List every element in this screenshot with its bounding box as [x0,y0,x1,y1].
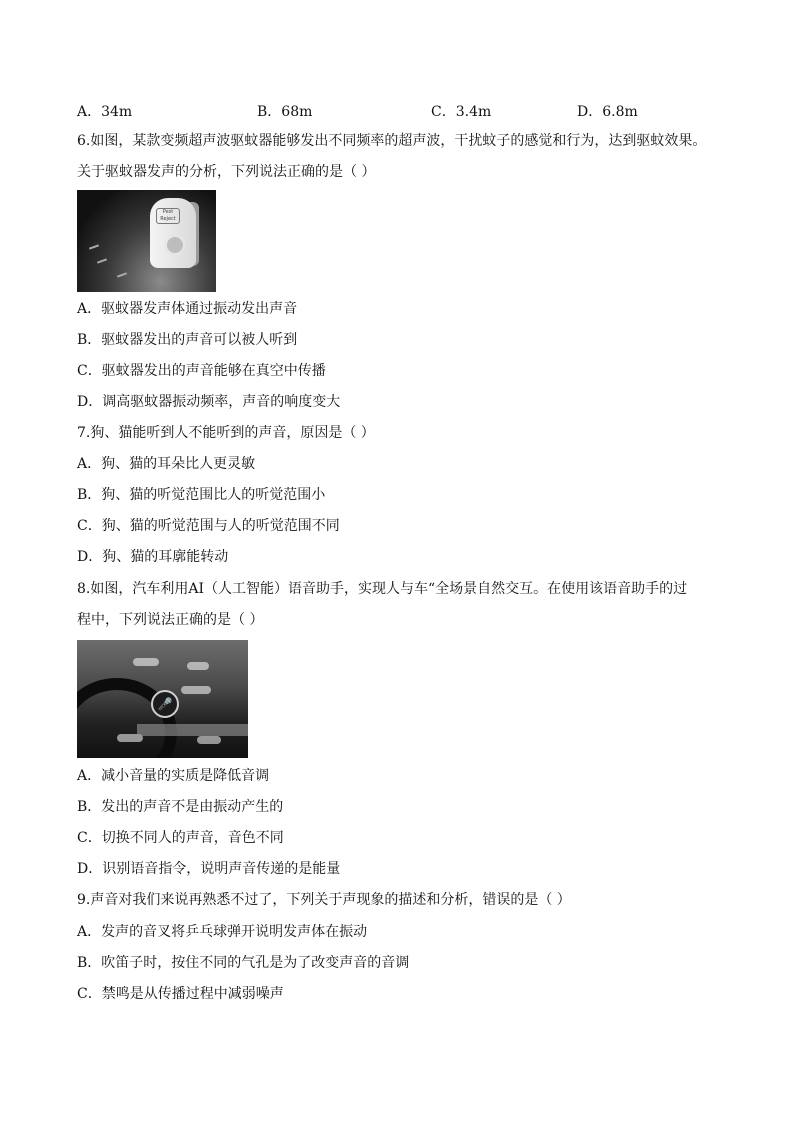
q6-option-d: D．调高驱蚊器振动频率，声音的响度变大 [77,394,341,410]
q8-option-d: D．识别语音指令，说明声音传递的是能量 [77,861,341,877]
ui-bubble [197,736,221,744]
mosquito-repeller-image [77,190,216,292]
q8-option-a: A．减小音量的实质是降低音调 [77,768,270,784]
q5-option-d: D．6.8m [577,104,638,120]
q7-option-c: C．狗、猫的听觉范围与人的听觉范围不同 [77,518,340,534]
q8-stem-line1: 8.如图，汽车利用AI（人工智能）语音助手，实现人与车“全场景自然交互。在使用该语音助手的过 [77,581,688,597]
ui-bubble [181,686,211,694]
q5-option-c: C．3.4m [431,104,492,120]
q7-option-d: D．狗、猫的耳廓能转动 [77,549,229,565]
q6-stem-line2: 关于驱蚊器发声的分析，下列说法正确的是（ ） [77,164,376,180]
q6-option-c: C．驱蚊器发出的声音能够在真空中传播 [77,363,326,379]
repeller-button [165,235,185,255]
q7-option-a: A．狗、猫的耳朵比人更灵敏 [77,456,256,472]
q9-option-a: A．发声的音叉将乒乓球弹开说明发声体在振动 [77,924,368,940]
q6-option-a: A．驱蚊器发声体通过振动发出声音 [77,301,298,317]
q6-stem-line1: 6.如图，某款变频超声波驱蚊器能够发出不同频率的超声波，干扰蚊子的感觉和行为，达到驱蚊效果。 [77,133,707,149]
microphone-icon: 🎤 [151,690,179,718]
ui-bubble [187,662,209,670]
q8-stem-line2: 程中，下列说法正确的是（ ） [77,612,264,628]
q8-option-c: C．切换不同人的声音，音色不同 [77,830,284,846]
q8-option-b: B．发出的声音不是由振动产生的 [77,799,284,815]
dashboard [137,724,248,736]
repeller-logo: Pest Reject [156,208,180,224]
q9-stem: 9.声音对我们来说再熟悉不过了，下列关于声现象的描述和分析，错误的是（ ） [77,892,571,908]
q5-option-b: B．68m [257,104,313,120]
q5-options [77,102,717,122]
q5-option-a: A．34m [77,104,133,120]
mosquito-icon [97,258,107,263]
q7-option-b: B．狗、猫的听觉范围比人的听觉范围小 [77,487,326,503]
mosquito-icon [89,244,99,249]
mosquito-icon [117,272,127,277]
car-voice-assistant-image [77,640,248,758]
q9-option-b: B．吹笛子时，按住不同的气孔是为了改变声音的音调 [77,955,410,971]
q6-option-b: B．驱蚊器发出的声音可以被人听到 [77,332,298,348]
q9-option-c: C．禁鸣是从传播过程中减弱噪声 [77,986,284,1002]
ui-bubble [133,658,159,666]
q7-stem: 7.狗、猫能听到人不能听到的声音，原因是（ ） [77,425,375,441]
